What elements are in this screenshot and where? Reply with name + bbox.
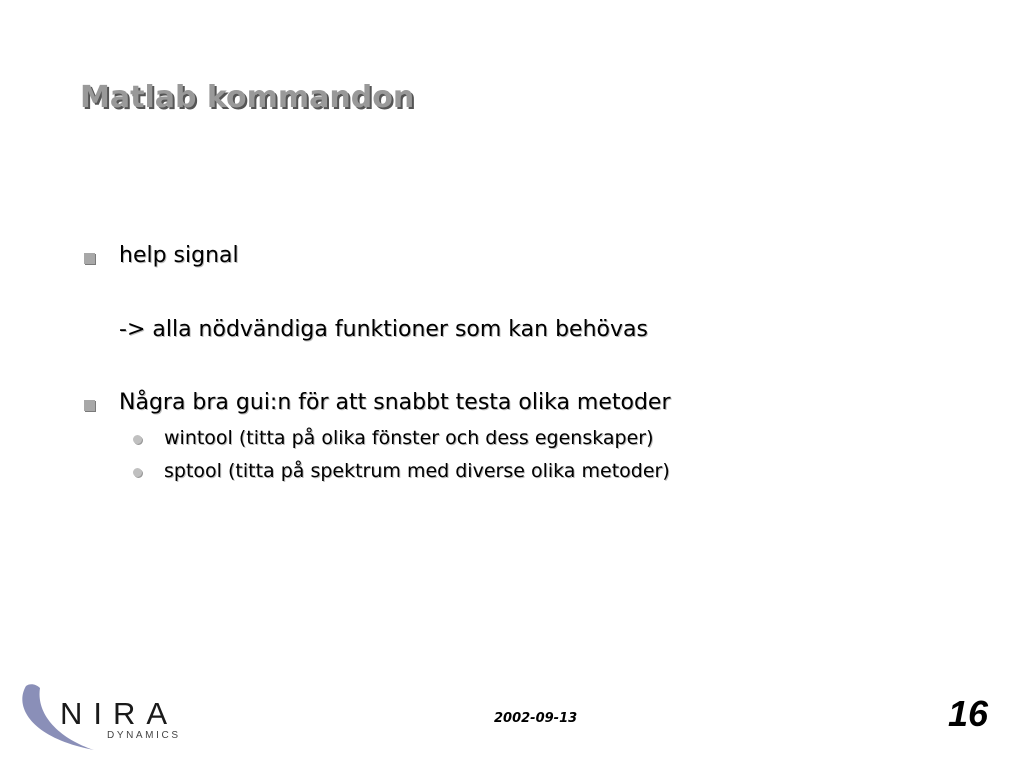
slide-title: Matlab kommandon xyxy=(80,80,415,115)
square-bullet-icon xyxy=(84,400,95,411)
sub-bullet-item-sptool: sptool (titta på spektrum med diverse olika metoder) xyxy=(164,460,670,482)
bullet-item-continuation: -> alla nödvändiga funktioner som kan behövas xyxy=(119,317,648,342)
bullet-item-gui-tools: Några bra gui:n för att snabbt testa olika metoder xyxy=(119,390,671,415)
dot-bullet-icon xyxy=(133,468,142,477)
company-logo xyxy=(16,680,206,755)
dot-bullet-icon xyxy=(133,435,142,444)
logo-subtitle: DYNAMICS xyxy=(107,730,181,741)
sub-bullet-item-wintool: wintool (titta på olika fönster och dess egenskaper) xyxy=(164,427,654,449)
logo-name: NIRA xyxy=(60,696,179,731)
footer-date: 2002-09-13 xyxy=(494,711,578,726)
page-number: 16 xyxy=(948,693,989,734)
bullet-item-help-signal: help signal xyxy=(119,243,239,268)
square-bullet-icon xyxy=(84,253,95,264)
